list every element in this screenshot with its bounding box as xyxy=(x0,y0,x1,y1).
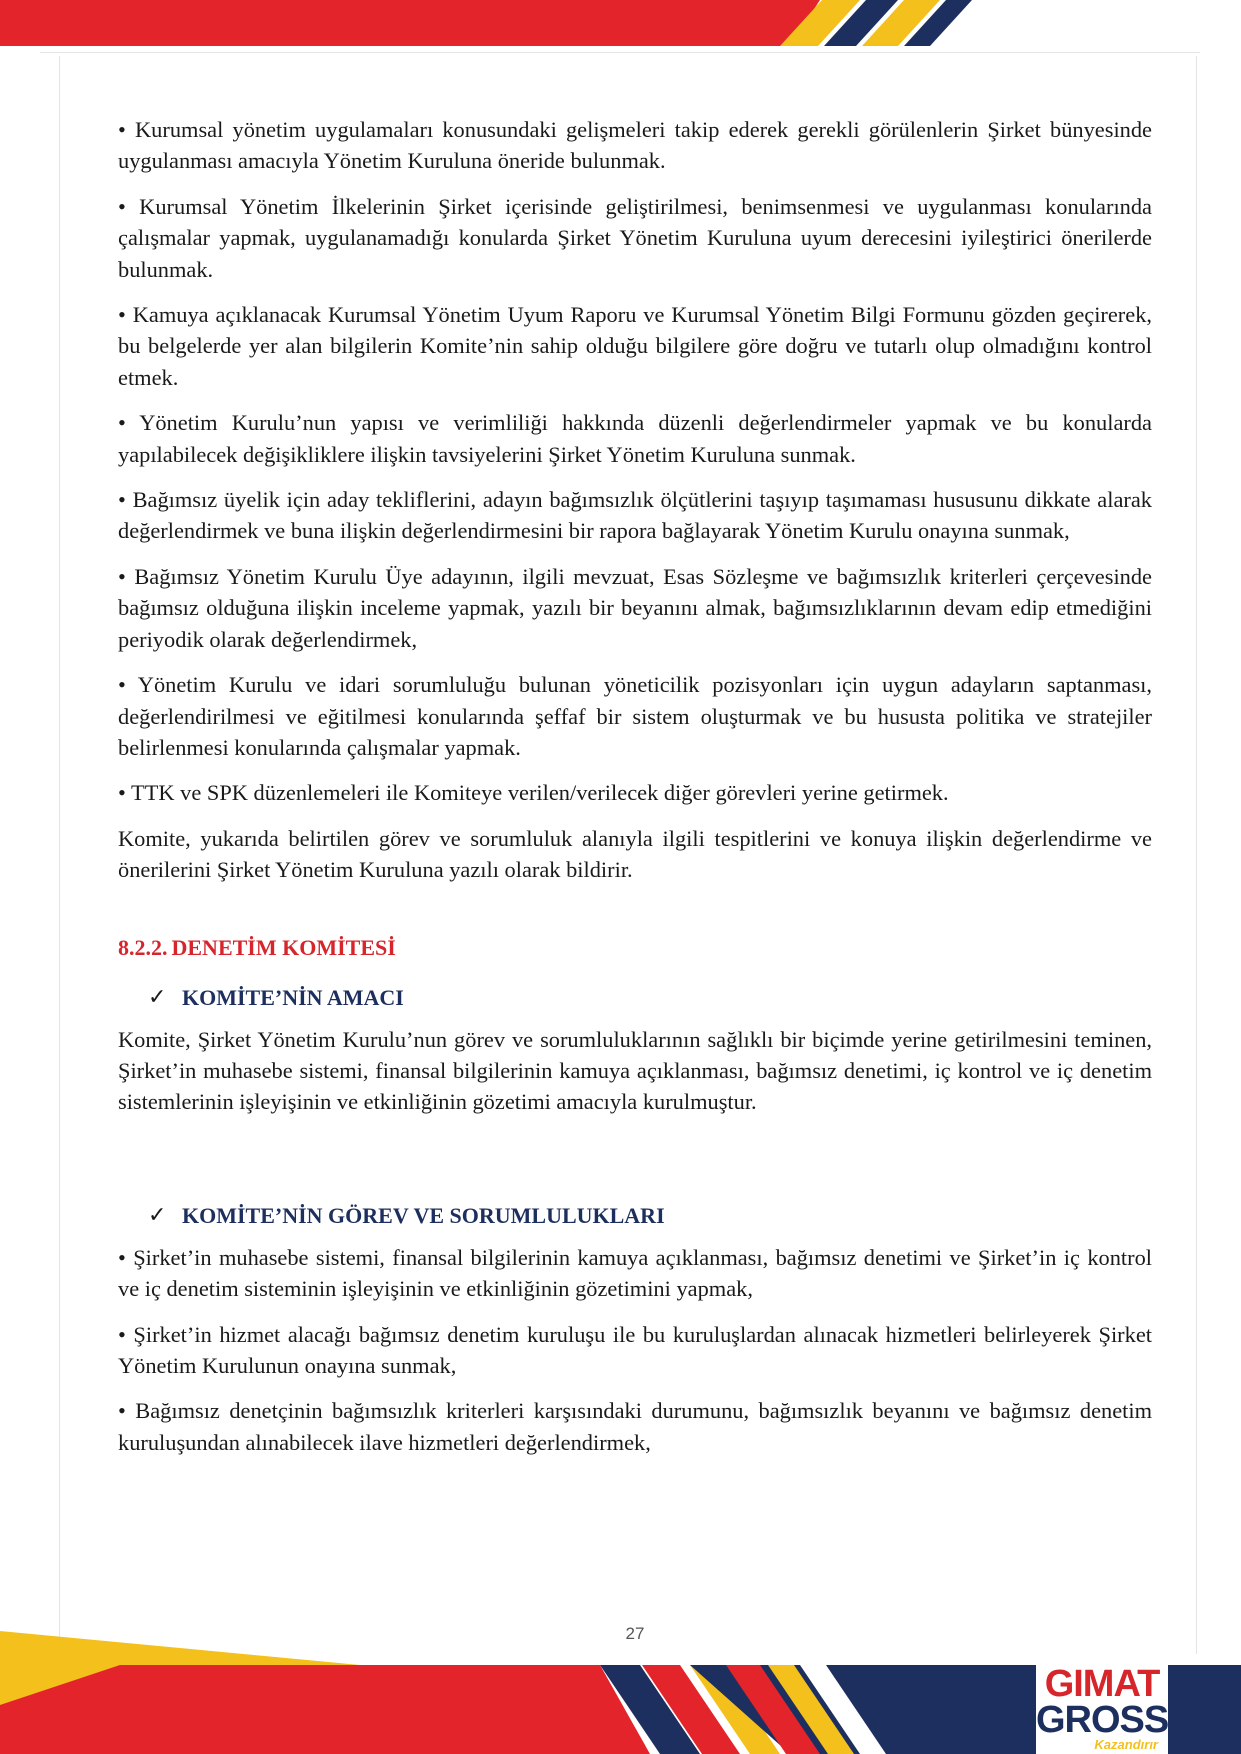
document-body xyxy=(118,114,1152,1472)
summary-paragraph: Komite, yukarıda belirtilen görev ve sorumluluk alanıyla ilgili tespitlerini ve konuya ilişkin değerlendirme ve önerilerini Şirket Yönetim Kuruluna yazılı olarak bildirir. xyxy=(118,825,1152,883)
bullet-paragraph: • Kamuya açıklanacak Kurumsal Yönetim Uyum Raporu ve Kurumsal Yönetim Bilgi Formunu gözden geçirerek, bu belgelerde yer alan bilgilerin Komite’nin sahip olduğu bilgilere göre doğru ve tutarlı olup olmadığını kontrol etmek. xyxy=(118,302,1152,390)
bullet-paragraph: • TTK ve SPK düzenlemeleri ile Komiteye verilen/verilecek diğer görevleri yerine getirmek. xyxy=(118,780,949,806)
company-logo xyxy=(1036,1662,1168,1754)
duty-paragraph: • Şirket’in hizmet alacağı bağımsız denetim kuruluşu ile bu kuruluşlardan alınacak hizmetleri belirleyerek Şirket Yönetim Kurulunun onayına sunmak, xyxy=(118,1321,1152,1378)
bullet-paragraph: • Yönetim Kurulu’nun yapısı ve verimliliği hakkında düzenli değerlendirmeler yapmak ve bu konularda yapılabilecek değişikliklere ilişkin tavsiyelerini Şirket Yönetim Kuruluna sunmak. xyxy=(118,410,1152,467)
logo-tagline: Kazandırır xyxy=(1094,1737,1158,1752)
bullet-paragraph: • Bağımsız üyelik için aday tekliflerini, adayın bağımsızlık ölçütlerini taşıyıp taşımaması hususunu dikkate alarak değerlendirmek ve buna ilişkin değerlendirmesini bir rapora bağlayarak Yönetim Kurulu onayına sunmak, xyxy=(118,487,1152,544)
bullet-paragraph: • Kurumsal Yönetim İlkelerinin Şirket içerisinde geliştirilmesi, benimsenmesi ve uygulanması konularında çalışmalar yapmak, uygulanamadığı konularda Şirket Yönetim Kuruluna uyum derecesini iyileştirici önerilerde bulunmak. xyxy=(118,193,1152,282)
checkmark-icon: ✓ xyxy=(148,984,167,1010)
header-decorative-band xyxy=(0,0,1241,60)
subsection-title: KOMİTE’NİN AMACI xyxy=(182,984,404,1010)
duty-paragraph: • Bağımsız denetçinin bağımsızlık kriterleri karşısındaki durumunu, bağımsızlık beyanını ve bağımsız denetim kuruluşundan alınabilecek ilave hizmetleri değerlendirmek, xyxy=(118,1398,1152,1455)
section-number: 8.2.2. xyxy=(118,934,168,960)
logo-line-1: GIMAT xyxy=(1044,1663,1160,1705)
bullet-paragraph: • Yönetim Kurulu ve idari sorumluluğu bulunan yöneticilik pozisyonları için uygun adayların saptanması, değerlendirilmesi ve eğitilmesi konularında şeffaf bir sistem oluşturmak ve bu hususta politika ve stratejiler belirlenmesi konularında çalışmalar yapmak. xyxy=(118,672,1152,760)
page-number: 27 xyxy=(625,1624,645,1643)
section-title: DENETİM KOMİTESİ xyxy=(171,934,396,960)
bullet-paragraph: • Kurumsal yönetim uygulamaları konusundaki gelişmeleri takip ederek gerekli görülenlerin Şirket bünyesinde uygulanması amacıyla Yönetim Kuruluna öneride bulunmak. xyxy=(118,117,1152,174)
duty-paragraph: • Şirket’in muhasebe sistemi, finansal bilgilerinin kamuya açıklanması, bağımsız denetimi ve Şirket’in iç kontrol ve iç denetim sisteminin işleyişinin ve etkinliğinin gözetimini yapmak, xyxy=(118,1244,1152,1302)
purpose-paragraph: Komite, Şirket Yönetim Kurulu’nun görev ve sorumluluklarının sağlıklı bir biçimde yerine getirilmesini teminen, Şirket’in muhasebe sistemi, finansal bilgilerinin kamuya açıklanması, bağımsız denetimi, iç kontrol ve iç denetim sistemlerinin işleyişinin ve etkinliğinin gözetimi amacıyla kurulmuştur. xyxy=(118,1026,1152,1115)
subsection-title: KOMİTE’NİN GÖREV VE SORUMLULUKLARI xyxy=(182,1202,665,1228)
subsection-heading-duties xyxy=(148,1200,1152,1232)
logo-line-2: GROSS xyxy=(1036,1699,1169,1741)
subsection-heading-purpose xyxy=(148,982,1152,1014)
section-heading xyxy=(118,932,1152,964)
checkmark-icon: ✓ xyxy=(148,1202,167,1228)
page-frame-top xyxy=(40,52,1200,53)
bullet-paragraph: • Bağımsız Yönetim Kurulu Üye adayının, ilgili mevzuat, Esas Sözleşme ve bağımsızlık kriterleri çerçevesinde bağımsız olduğuna ilişkin inceleme yapmak, yazılı bir beyanını almak, bağımsızlıklarının devam edip etmediğini periyodik olarak değerlendirmek, xyxy=(118,563,1152,652)
